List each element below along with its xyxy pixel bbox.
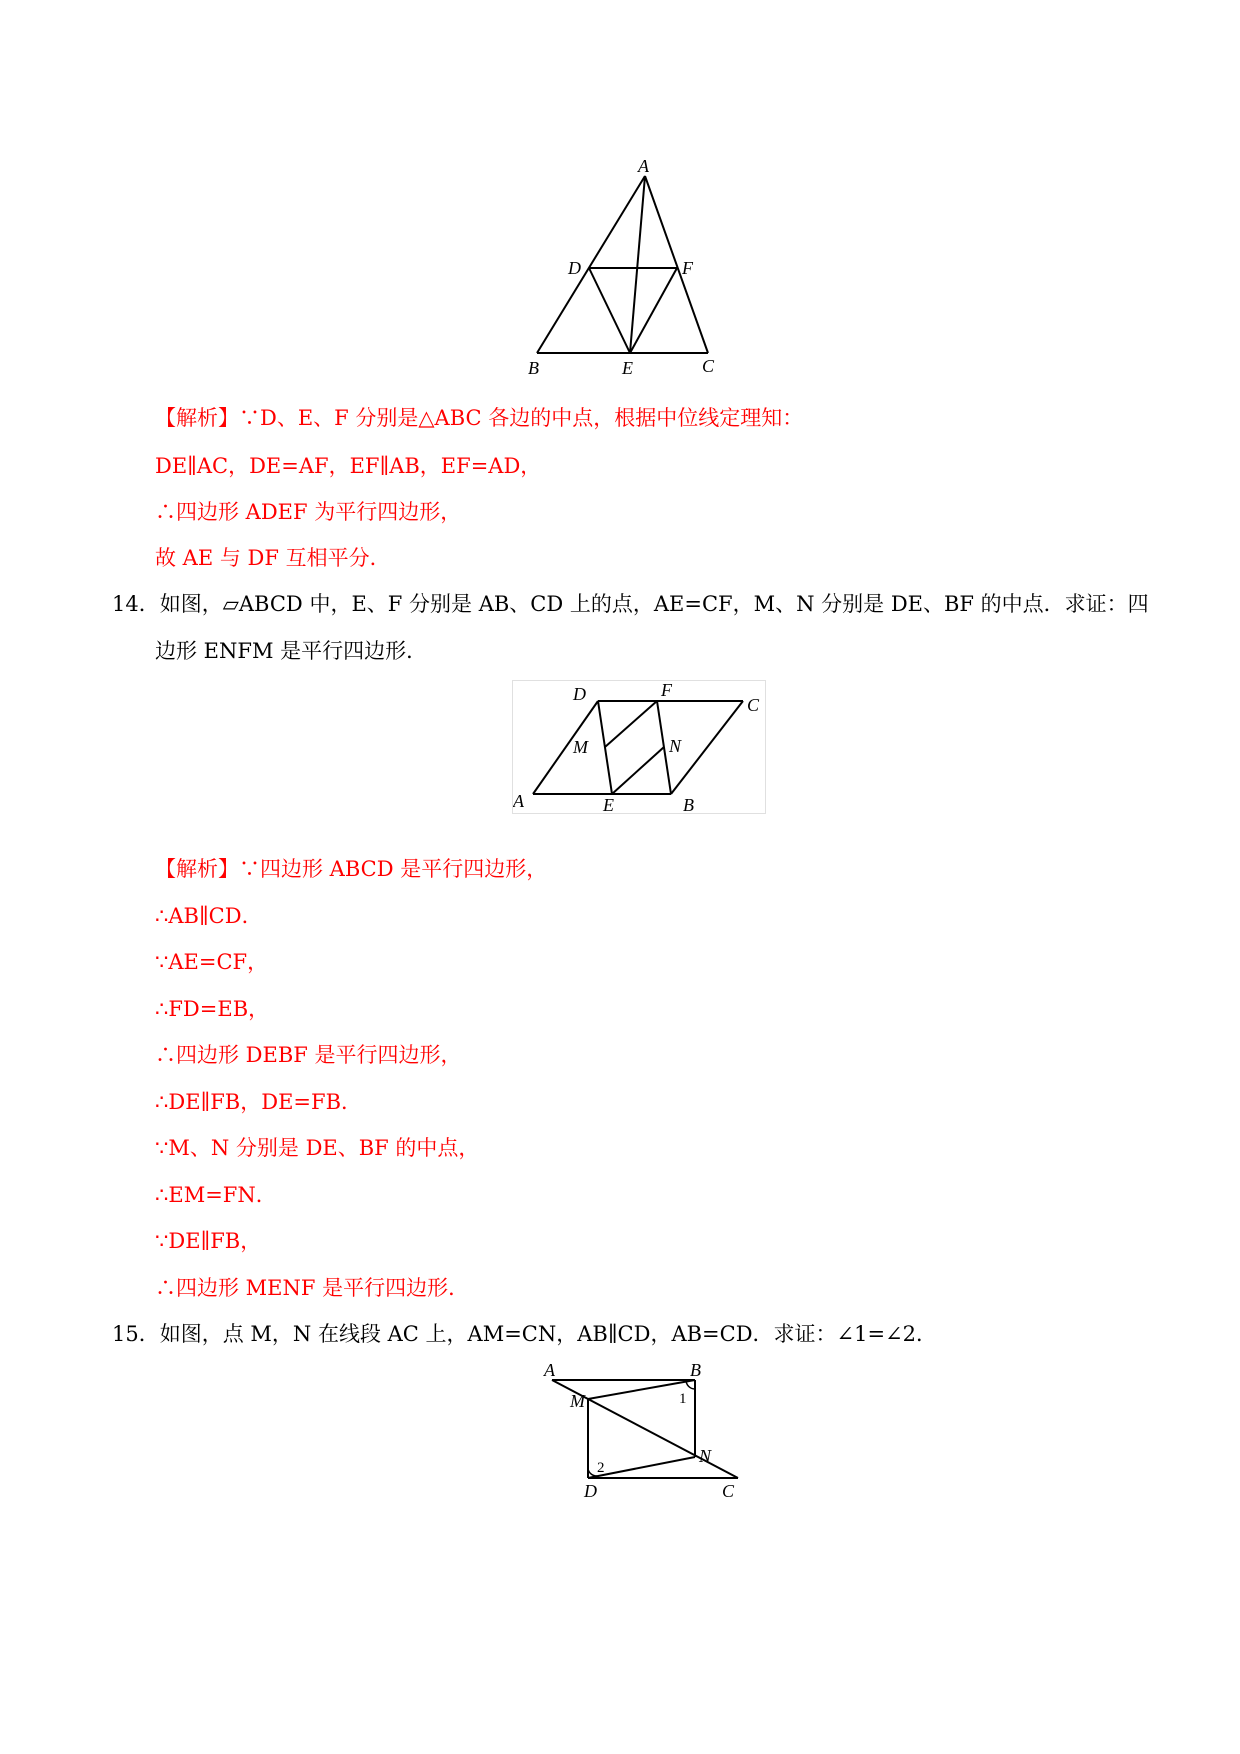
label-a: A: [513, 791, 524, 811]
label-f: F: [661, 681, 672, 700]
solution14-line4: ∴FD=EB，: [155, 997, 270, 1021]
solution14-line6: ∴DE∥FB，DE=FB．: [155, 1090, 362, 1114]
solution14-line7: ∵M、N 分别是 DE、BF 的中点，: [155, 1136, 480, 1160]
label-n: N: [699, 1446, 712, 1466]
label-d: D: [584, 1481, 597, 1501]
label-n: N: [669, 736, 682, 756]
question15-line1: 15．如图，点 M，N 在线段 AC 上，AM=CN，AB∥CD，AB=CD．求证：∠1=∠2．: [112, 1322, 938, 1346]
solution14-line10: ∴四边形 MENF 是平行四边形．: [155, 1276, 470, 1300]
angle-2-label: 2: [597, 1460, 605, 1476]
solution13-line2: DE∥AC，DE=AF，EF∥AB，EF=AD，: [155, 454, 542, 478]
solution14-line2: ∴AB∥CD．: [155, 904, 263, 928]
figure-parallelogram-abcd: [512, 680, 766, 814]
question14-line1: 14．如图，▱ABCD 中，E、F 分别是 AB、CD 上的点，AE=CF，M、N 分别是 DE、BF 的中点．求证：四: [112, 592, 1149, 616]
label-a: A: [544, 1362, 555, 1380]
label-b: B: [683, 795, 694, 813]
label-m: M: [573, 737, 588, 757]
figure-ab-cd-mn: [540, 1362, 750, 1502]
figure-triangle-abc: [520, 158, 730, 380]
label-b: B: [690, 1362, 701, 1380]
label-d: D: [573, 684, 586, 704]
label-b: B: [528, 358, 539, 378]
solution13-line1: 【解析】∵D、E、F 分别是△ABC 各边的中点，根据中位线定理知：: [155, 406, 804, 430]
label-f: F: [682, 258, 693, 278]
solution13-line4: 故 AE 与 DF 互相平分．: [155, 546, 391, 570]
label-c: C: [722, 1481, 735, 1501]
solution14-line9: ∵DE∥FB，: [155, 1229, 262, 1253]
solution13-line3: ∴四边形 ADEF 为平行四边形，: [155, 500, 462, 524]
label-a: A: [638, 158, 649, 176]
label-e: E: [603, 795, 614, 813]
solution14-line5: ∴四边形 DEBF 是平行四边形，: [155, 1043, 462, 1067]
label-m: M: [570, 1391, 585, 1411]
solution14-line1: 【解析】∵四边形 ABCD 是平行四边形，: [155, 857, 548, 881]
label-c: C: [702, 356, 715, 376]
label-d: D: [568, 258, 581, 278]
solution14-line3: ∵AE=CF，: [155, 950, 269, 974]
label-e: E: [622, 358, 633, 378]
angle-1-label: 1: [679, 1391, 687, 1407]
label-c: C: [747, 695, 760, 715]
solution14-line8: ∴EM=FN．: [155, 1183, 277, 1207]
question14-line2: 边形 ENFM 是平行四边形．: [155, 639, 428, 663]
